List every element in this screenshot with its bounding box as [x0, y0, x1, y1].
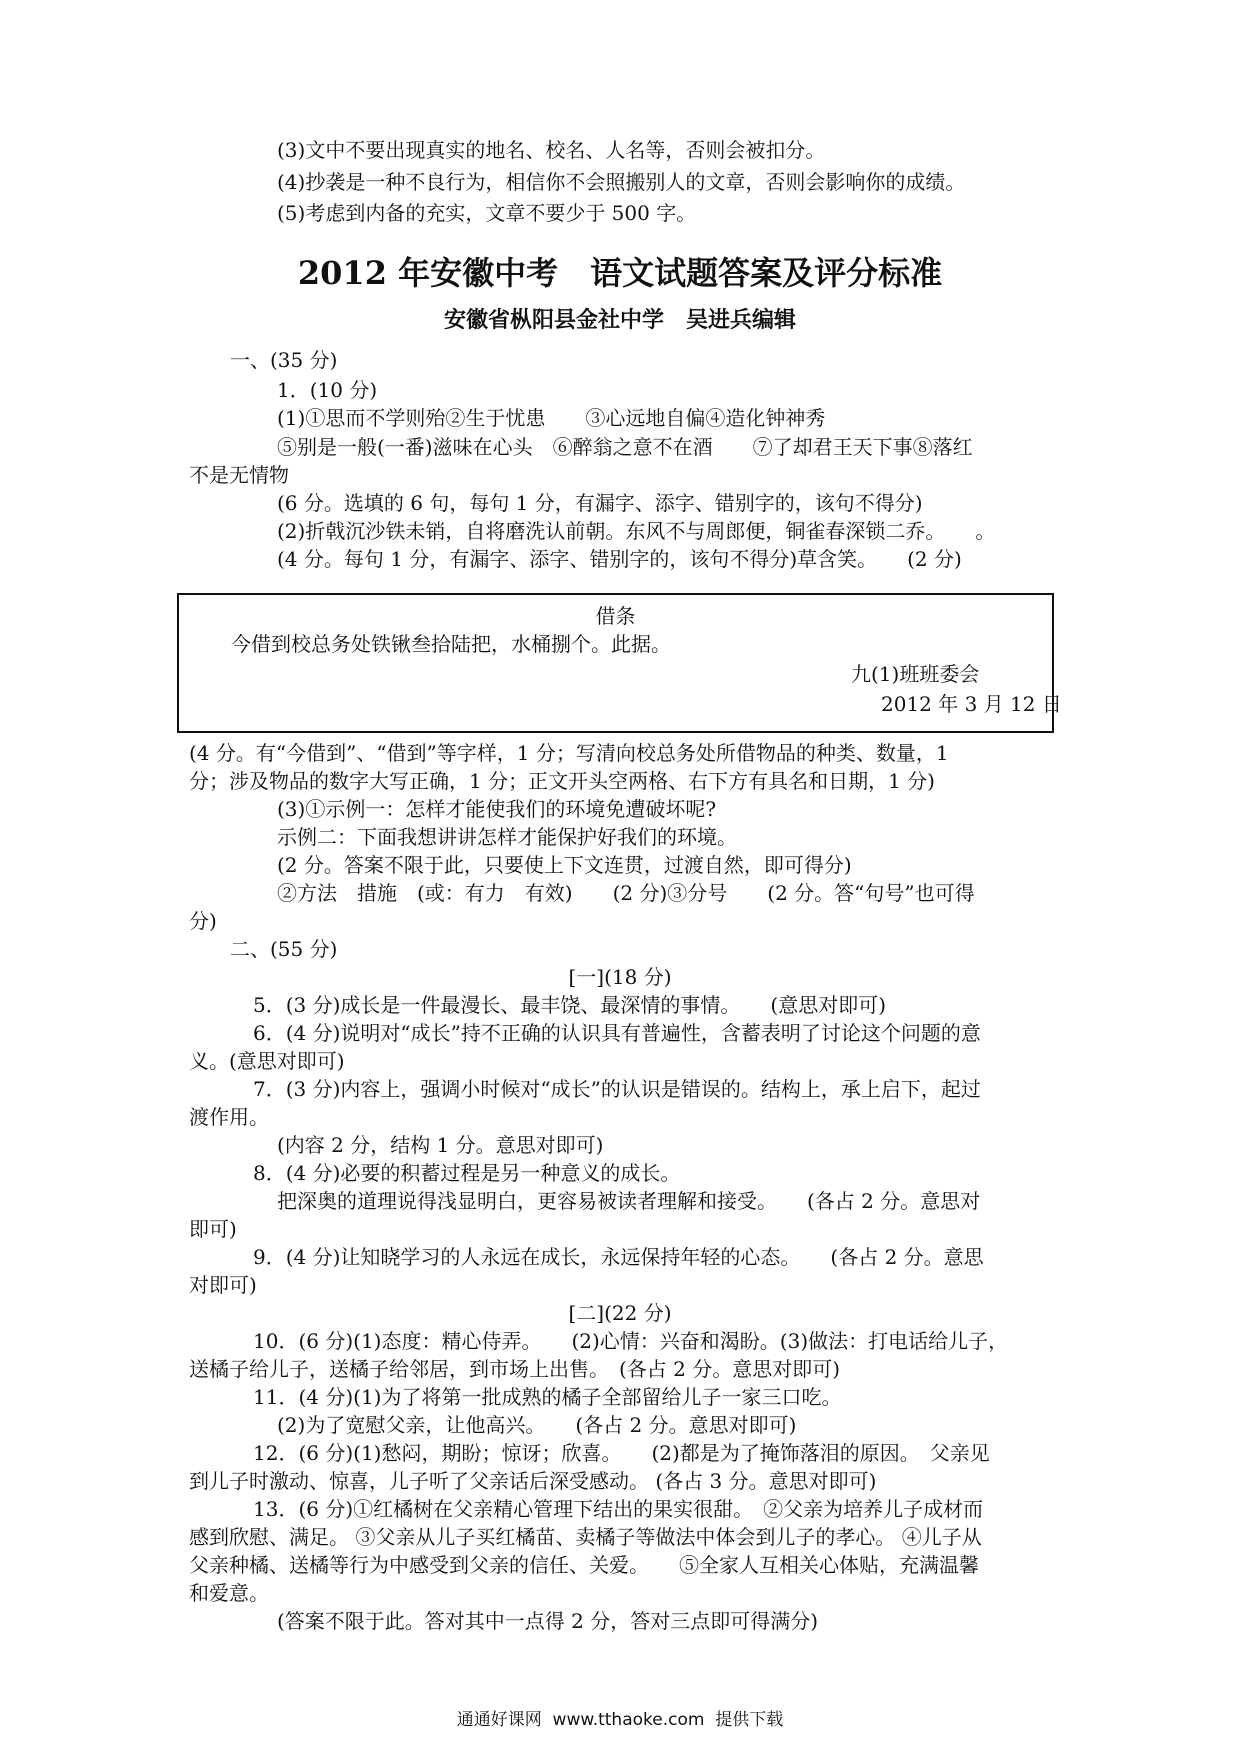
part1-heading: 一、(35 分) [230, 348, 338, 372]
answer-line: (内容 2 分，结构 1 分。意思对即可) [277, 1133, 604, 1157]
section-heading: [一](18 分) [568, 965, 672, 989]
answer-line: 5．(3 分)成长是一件最漫长、最丰饶、最深情的事情。 (意思对即可) [253, 993, 887, 1017]
answer-line: 感到欣慰、满足。 ③父亲从儿子买红橘苗、卖橘子等做法中体会到儿子的孝心。 ④儿子从 [189, 1525, 982, 1549]
q1-scoring-line: (4 分。每句 1 分，有漏字、添字、错别字的，该句不得分)草含笑。 (2 分) [277, 547, 962, 571]
q1-answer-line: (2)折戟沉沙铁未销，自将磨洗认前朝。东风不与周郎便，铜雀春深锁二乔。 。 [277, 519, 996, 543]
iou-note-box [177, 593, 1062, 733]
iou-signer: 九(1)班班委会 [851, 662, 980, 686]
answer-line: 义。(意思对即可) [189, 1049, 345, 1073]
answer-line: 11．(4 分)(1)为了将第一批成熟的橘子全部留给儿子一家三口吃。 [253, 1385, 842, 1409]
answer-line: 10．(6 分)(1)态度：精心侍弄。 (2)心情：兴奋和渴盼。(3)做法：打电话给儿子， [253, 1329, 1009, 1353]
answer-line: 对即可) [189, 1273, 257, 1297]
answer-line: 渡作用。 [189, 1105, 269, 1129]
answer-line: 9．(4 分)让知晓学习的人永远在成长，永远保持年轻的心态。 (各占 2 分。意思 [253, 1245, 984, 1269]
answer-line: 7．(3 分)内容上，强调小时候对“成长”的认识是错误的。结构上，承上启下，起过 [253, 1077, 981, 1101]
answer-line: 6．(4 分)说明对“成长”持不正确的认识具有普遍性，含蓄表明了讨论这个问题的意 [253, 1021, 981, 1045]
q1-answer-line: 不是无情物 [189, 463, 289, 487]
answer-line: 12．(6 分)(1)愁闷，期盼；惊讶；欣喜。 (2)都是为了掩饰落泪的原因。 父亲见 [253, 1441, 990, 1465]
answer-line: (2)为了宽慰父亲，让他高兴。 (各占 2 分。意思对即可) [277, 1413, 797, 1437]
q2-scoring-line: 分；涉及物品的数字大写正确，1 分；正文开头空两格、右下方有具名和日期，1 分) [189, 769, 935, 793]
q3-answer-line: ②方法 措施 (或：有力 有效) (2 分)③分号 (2 分。答“句号”也可得 [277, 881, 975, 905]
section-heading: [二](22 分) [568, 1301, 672, 1325]
answer-line: 到儿子时激动、惊喜，儿子听了父亲话后深受感动。 (各占 3 分。意思对即可) [189, 1469, 877, 1493]
q1-heading: 1．(10 分) [277, 378, 378, 402]
answer-line: (答案不限于此。答对其中一点得 2 分，答对三点即可得满分) [277, 1609, 819, 1633]
q1-scoring-line: (6 分。选填的 6 句，每句 1 分，有漏字、添字、错别字的，该句不得分) [277, 491, 923, 515]
note-line-3: (3)文中不要出现真实的地名、校名、人名等，否则会被扣分。 [277, 138, 826, 162]
page-footer: 通通好课网 www.tthaoke.com 提供下载 [456, 1710, 784, 1730]
answer-line: 和爱意。 [189, 1581, 269, 1605]
q1-answer-line: (1)①思而不学则殆②生于忧患 ③心远地自偏④造化钟神秀 [277, 406, 826, 430]
part2-heading: 二、(55 分) [230, 937, 338, 961]
iou-date: 2012 年 3 月 12 日 [881, 692, 1062, 716]
q1-answer-line: ⑤别是一般(一番)滋味在心头 ⑥醉翁之意不在酒 ⑦了却君王天下事⑧落红 [277, 435, 973, 459]
q3-answer-line: 示例二：下面我想讲讲怎样才能保护好我们的环境。 [277, 825, 737, 849]
note-line-5: (5)考虑到内备的充实，文章不要少于 500 字。 [277, 201, 697, 225]
answer-line: 把深奥的道理说得浅显明白，更容易被读者理解和接受。 (各占 2 分。意思对 [277, 1189, 981, 1213]
note-line-4: (4)抄袭是一种不良行为，相信你不会照搬别人的文章，否则会影响你的成绩。 [277, 170, 966, 194]
answer-line: 父亲种橘、送橘等行为中感受到父亲的信任、关爱。 ⑤全家人互相关心体贴，充满温馨 [189, 1553, 979, 1577]
q2-scoring-line: (4 分。有“今借到”、“借到”等字样，1 分；写清向校总务处所借物品的种类、数量，1 [189, 741, 949, 765]
answer-line: 13．(6 分)①红橘树在父亲精心管理下结出的果实很甜。 ②父亲为培养儿子成材而 [253, 1497, 984, 1521]
iou-title: 借条 [595, 604, 636, 628]
page-subtitle: 安徽省枞阳县金社中学 吴进兵编辑 [443, 307, 796, 333]
answer-line: 送橘子给儿子，送橘子给邻居，到市场上出售。 (各占 2 分。意思对即可) [189, 1357, 841, 1381]
answer-line: 即可) [189, 1217, 237, 1241]
page-title: 2012 年安徽中考 语文试题答案及评分标准 [297, 254, 943, 292]
iou-body: 今借到校总务处铁锹叁拾陆把，水桶捌个。此据。 [231, 632, 671, 656]
q3-scoring-line: (2 分。答案不限于此，只要使上下文连贯，过渡自然，即可得分) [277, 853, 852, 877]
q3-answer-line: (3)①示例一：怎样才能使我们的环境免遭破坏呢? [277, 797, 717, 821]
q3-answer-line: 分) [189, 909, 217, 933]
answer-line: 8．(4 分)必要的积蓄过程是另一种意义的成长。 [253, 1161, 681, 1185]
